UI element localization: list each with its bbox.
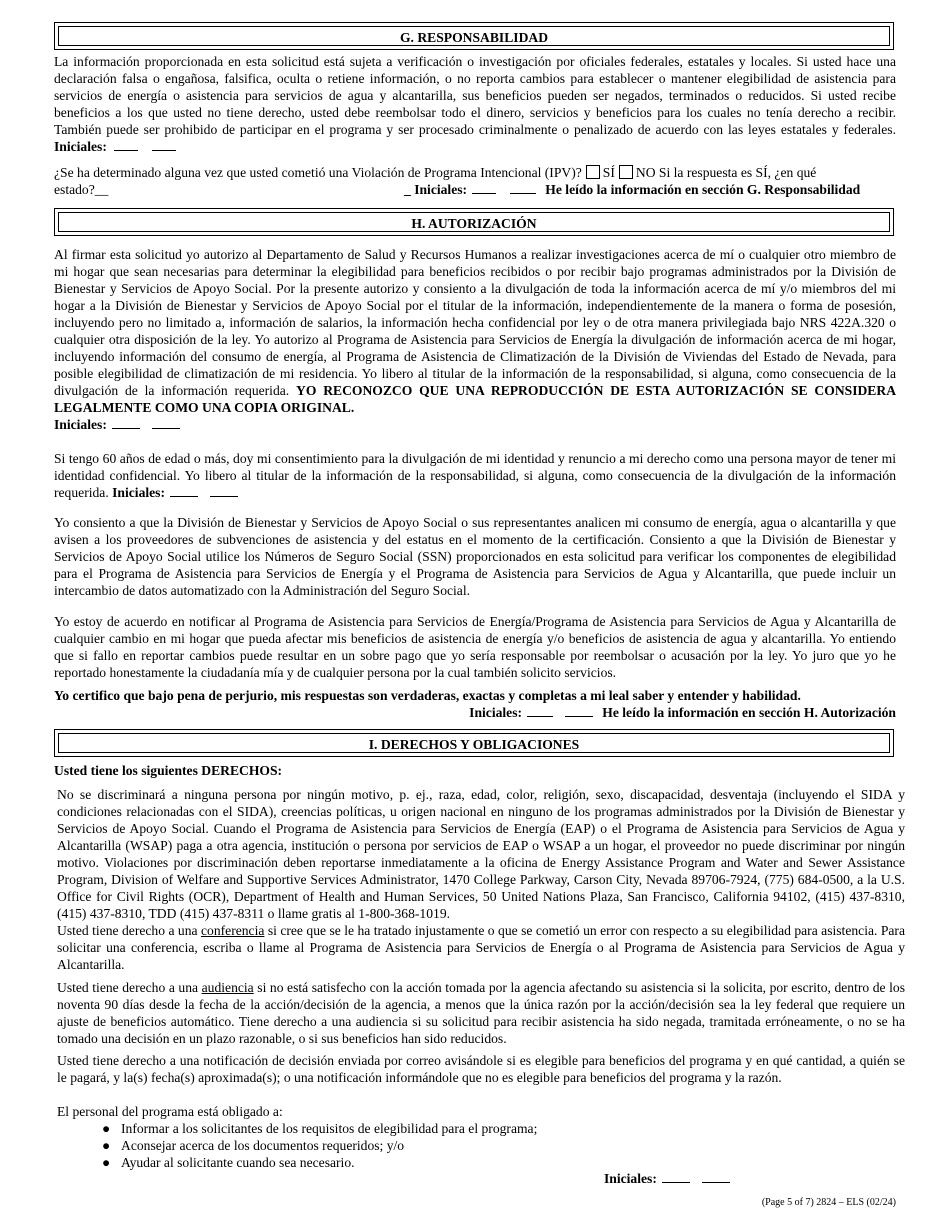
section-h-paragraph-1: [54, 246, 896, 433]
ipv-yes-checkbox[interactable]: [586, 165, 600, 179]
section-g-read-label: He leído la información en sección G. Responsabilidad: [545, 182, 861, 197]
section-h-initials-blank-1b[interactable]: [152, 416, 180, 429]
section-h-final-initials-blank-1[interactable]: [527, 704, 553, 717]
section-h-certification: Yo certifico que bajo pena de perjurio, mis respuestas son verdaderas, exactas y completas a mi leal saber y entender y habilidad.: [54, 688, 801, 703]
section-h-final-initials-line: [54, 704, 896, 721]
conference-paragraph: [57, 922, 905, 973]
hearing-text-post: si no está satisfecho con la acción tomada por la agencia afectando su asistencia si la solicita, por escrito, dentro de los noventa 90 días desde la fecha de la acción/decisión de la agencia, a menos que la única razón por la acción/decisión sea la ley federal que requiere un ajuste de beneficios automático. Tiene derecho a una audiencia si su solicitud para recibir asistencia ha sido negada, tramitada erróneamente, o no se ha tomado una decisión en un plazo razonable, o si sus beneficios han sido reducidos.: [57, 980, 906, 1046]
section-g-title: G. RESPONSABILIDAD: [58, 26, 890, 46]
page-footer: (Page 5 of 7) 2824 – ELS (02/24): [761, 1197, 896, 1208]
ipv-no-checkbox[interactable]: [619, 165, 633, 179]
staff-intro: El personal del programa está obligado a:: [57, 1104, 283, 1119]
list-item-text: Ayudar al solicitante cuando sea necesario.: [121, 1155, 355, 1170]
hearing-paragraph: [57, 979, 905, 1047]
hearing-term: audiencia: [201, 980, 254, 995]
section-h-text-3: Yo consiento a que la División de Bienestar y Servicios de Apoyo Social o sus representantes analicen mi consumo de energía, agua o alcantarilla y que avisen a los proveedores de subvenciones de asistencia y del estatus en el momento de la certificación. Consiento a que la División de Bienestar y Servicios de Apoyo Social utilice los Números de Seguro Social (SSN) proporcionados en esta solicitud para verificar los componentes de elegibilidad para el Programa de Asistencia para Servicios de Energía y el Programa de Asistencia para Servicios de Agua y Alcantarilla, que puede incluir un intercambio de datos automatizado con la Administración del Seguro Social.: [54, 515, 896, 598]
section-h-final-initials-blank-2[interactable]: [565, 704, 593, 717]
section-i-initials-blank-2[interactable]: [702, 1170, 730, 1183]
conference-text-pre: Usted tiene derecho a una: [57, 923, 198, 938]
section-h-reproduction-notice: YO RECONOZCO QUE UNA REPRODUCCIÓN DE ESTA AUTORIZACIÓN SE CONSIDERA LEGALMENTE COMO UNA COPIA ORIGINAL.: [54, 383, 897, 415]
ipv-initials-line: [404, 181, 860, 198]
section-h-paragraph-2: [54, 450, 896, 501]
section-i-initials-blank-1[interactable]: [662, 1170, 690, 1183]
ipv-initials-blank-1[interactable]: [472, 181, 496, 194]
list-item: [97, 1154, 905, 1171]
notice-paragraph: [57, 1052, 905, 1086]
section-i-title: I. DERECHOS Y OBLIGACIONES: [58, 733, 890, 753]
staff-obligations: [57, 1103, 905, 1171]
staff-obligations-list: [57, 1120, 905, 1171]
list-item: [97, 1120, 905, 1137]
section-h-initials-blank-2b[interactable]: [210, 484, 238, 497]
section-g-header: [54, 22, 894, 50]
section-h-final-initials-label: Iniciales:: [469, 705, 523, 720]
ipv-initials-blank-2[interactable]: [510, 181, 536, 194]
list-item: [97, 1137, 905, 1154]
section-g-initials-blank-1[interactable]: [114, 138, 138, 151]
section-g-initials-label: Iniciales:: [54, 139, 107, 154]
section-h-paragraph-3: [54, 514, 896, 599]
section-g-paragraph: [54, 53, 896, 155]
bullet-icon: ●: [102, 1138, 111, 1153]
section-g-text: La información proporcionada en esta solicitud está sujeta a verificación o investigación por oficiales federales, estatales y locales. Si usted hace una declaración falsa o engañosa, falsifica, oculta o retiene información, o no reporta cambios para establecer o mantener elegibilidad de asistencia para servicios de energía o asistencia para servicios de agua y alcantarilla, sus beneficios pueden ser negados, terminados o reducidos. Si usted recibe beneficios a los que usted no tiene derecho, usted debe reembolsar todo el dinero, servicios y beneficios para los cuales no tenía derecho a recibir. También puede ser prohibido de participar en el programa y ser procesado criminalmente o penalizado de acuerdo con las leyes estatales y federales.: [54, 54, 896, 137]
list-item-text: Aconsejar acerca de los documentos requeridos; y/o: [121, 1138, 405, 1153]
section-h-initials-blank-2a[interactable]: [170, 484, 198, 497]
ipv-yes-label: SÍ: [602, 165, 615, 180]
bullet-icon: ●: [102, 1121, 111, 1136]
section-h-text-1: Al firmar esta solicitud yo autorizo al Departamento de Salud y Recursos Humanos a realizar investigaciones acerca de mí o cualquier otro miembro de mi hogar que sean necesarias para determinar la elegibilidad para beneficios recibidos o por recibir bajo programas administrados por la División de Bienestar y Servicios de Apoyo Social. Por la presente autorizo y consiento a la divulgación de toda la información acerca de mí y/o miembros del mi hogar a la División de Bienestar y Servicios de Apoyo Social por el titular de la información, independientemente de la manera o forma de posesión, incluyendo pero no limitado a, información de salarios, la información hecha confidencial por ley o de otra manera privilegiada bajo NRS 422A.320 o cualquier otra disposición de la ley. Yo autorizo al Programa de Asistencia para Servicios de Energía la divulgación de información acerca de mi hogar, incluyendo información del consumo de energía, al Programa de Asistencia de Climatización de la División de Viviendas del Estado de Nevada, para posible elegibilidad de climatización de mi residencia. Yo libero al titular de la información de la responsabilidad, si alguna, como consecuencia de la divulgación de la información requerida.: [54, 247, 896, 398]
section-i-initials-label: Iniciales:: [604, 1171, 657, 1186]
ipv-question: ¿Se ha determinado alguna vez que usted cometió una Violación de Programa Intencional (IPV)?: [54, 165, 582, 180]
section-g-initials-blank-2[interactable]: [152, 138, 176, 151]
ipv-state-label[interactable]: estado?__: [54, 182, 109, 197]
section-h-header: [54, 208, 894, 236]
conference-term: conferencia: [201, 923, 265, 938]
section-i-initials-line: [604, 1170, 730, 1187]
ipv-initials-label: _ Iniciales:: [404, 182, 468, 197]
section-h-initials-label-2: Iniciales:: [112, 485, 166, 500]
section-h-text-4: Yo estoy de acuerdo en notificar al Programa de Asistencia para Servicios de Energía/Programa de Asistencia para Servicios de Agua y Alcantarilla de cualquier cambio en mi hogar que pueda afectar mis beneficios de asistencia de energía y/o beneficios de asistencia de agua y alcantarilla. Yo entiendo que si fallo en reportar cambios puede resultar en un sobre pago que yo sería responsable por reembolsar o acusación por la ley. Yo juro que yo he reportado honestamente la ciudadanía mía y de cualquier persona por la cual también solicito servicios.: [54, 614, 896, 680]
section-i-header: [54, 729, 894, 757]
section-h-initials-blank-1a[interactable]: [112, 416, 140, 429]
section-h-read-label: He leído la información en sección H. Autorización: [602, 705, 896, 720]
section-h-paragraph-4: [54, 613, 896, 681]
bullet-icon: ●: [102, 1155, 111, 1170]
ipv-no-label: NO Si la respuesta es SÍ, ¿en qué: [635, 165, 817, 180]
section-h-text-2: Si tengo 60 años de edad o más, doy mi consentimiento para la divulgación de mi identidad y renuncio a mi derecho como una persona mayor de tener mi identidad confidencial. Yo libero al titular de la información de la responsabilidad, si alguna, como consecuencia de la divulgación de la información requerida.: [54, 451, 896, 500]
non-discrimination-paragraph: [57, 786, 905, 922]
list-item-text: Informar a los solicitantes de los requisitos de elegibilidad para el programa;: [121, 1121, 538, 1136]
section-h-initials-label-1: Iniciales:: [54, 417, 107, 432]
notice-text: Usted tiene derecho a una notificación de decisión enviada por correo avisándole si es elegible para beneficios del programa y en qué cantidad, a quién se le pagará, y la(s) fecha(s) aproximada(s); o una notificación informándole que no es elegible para beneficios del programa y la razón.: [57, 1053, 905, 1085]
hearing-text-pre: Usted tiene derecho a una: [57, 980, 199, 995]
section-h-title: H. AUTORIZACIÓN: [58, 212, 890, 232]
conference-text-post: si cree que se le ha tratado injustamente o que se cometió un error con respecto a su elegibilidad para asistencia. Para solicitar una conferencia, escriba o llame al Programa de Asistencia para Servicios de Energía o al Programa de Asistencia para Servicios de Agua y Alcantarilla.: [57, 923, 905, 972]
rights-title: Usted tiene los siguientes DERECHOS:: [54, 763, 283, 778]
non-discrimination-text: No se discriminará a ninguna persona por ningún motivo, p. ej., raza, edad, color, religión, sexo, discapacidad, desventaja (incluyendo el SIDA y condiciones relacionadas con el SIDA), creencias políticas, u origen nacional en ninguno de los programas administrados por la División de Bienestar y Servicios de Apoyo Social. Cuando el Programa de Asistencia para Servicios de Energía (EAP) o el Programa de Asistencia para Servicios de Agua y Alcantarilla (WSAP) paga a otra agencia, institución o persona por servicios de EAP o WSAP a un hogar, el proveedor no puede discriminar por ningún motivo. Violaciones por discriminación deben reportarse inmediatamente a la oficina de Energy Assistance Program and Water and Sewer Assistance Program, Division of Welfare and Supportive Services Administrator, 1470 College Parkway, Carson City, Nevada 89706-7924, (775) 684-0500, a la U.S. Office for Civil Rights (OCR), Department of Health and Human Services, 50 United Nations Plaza, San Francisco, California 94102, (415) 437-8310, (415) 437-8310, TDD (415) 437-8311 o llame gratis al 1-800-368-1019.: [57, 787, 905, 921]
ipv-question-block: [54, 164, 896, 181]
